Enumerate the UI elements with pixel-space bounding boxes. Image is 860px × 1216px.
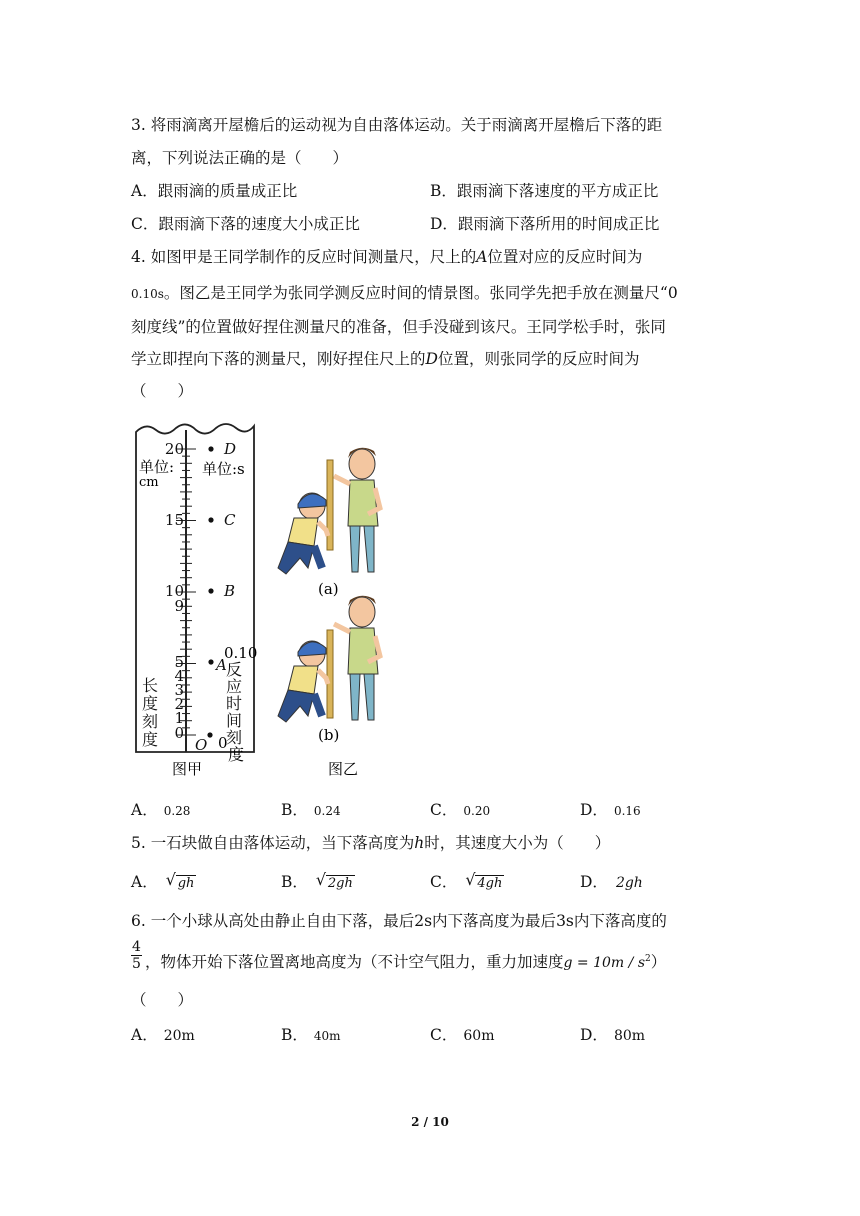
radicand: 2gh xyxy=(327,876,353,891)
q3-stem-line2: 离，下列说法正确的是（ ） xyxy=(131,149,349,167)
scene-a-illustration xyxy=(278,448,380,574)
q6-gravity-exponent: 2 xyxy=(645,954,651,964)
q6-stem-line1 xyxy=(131,911,667,931)
option-label: D． xyxy=(580,873,608,891)
point-0-dot xyxy=(207,732,212,737)
q4-text: 位置，则张同学的反应时间为 xyxy=(437,350,640,368)
unit-left-cm: cm xyxy=(139,475,159,490)
tick-label-15: 15 xyxy=(164,511,184,529)
q4-stem-line3: 刻度线”的位置做好捏住测量尺的准备，但手没碰到该尺。王同学松手时，张同 xyxy=(131,318,666,336)
tick-label-9: 9 xyxy=(174,597,184,615)
point-b-label: B xyxy=(224,582,236,600)
figure-caption-jia: 图甲 xyxy=(172,760,203,778)
option-value: 0.28 xyxy=(163,804,191,818)
length-label-char: 长 xyxy=(142,676,159,695)
sqrt-expression xyxy=(166,872,197,894)
q6-text: ，物体开始下落位置离地高度为（不计空气阻力，重力加速度 xyxy=(145,953,564,972)
q4-text: 4. 如图甲是王同学制作的反应时间测量尺，尺上的 xyxy=(131,248,477,266)
q4-stem-line1 xyxy=(131,247,642,267)
q3-option-d: D．跟雨滴下落所用的时间成正比 xyxy=(430,215,660,233)
q4-var-a: A xyxy=(476,248,488,266)
fraction-numerator: 4 xyxy=(132,939,141,955)
q5-option-b xyxy=(281,872,355,894)
q6-fraction xyxy=(131,939,142,972)
q5-option-a xyxy=(131,872,196,894)
point-a-label: A xyxy=(216,656,227,674)
point-a-dot xyxy=(208,659,213,664)
time-axis-label-char: 反 xyxy=(226,660,243,679)
time-axis-label-char: 度 xyxy=(228,745,245,764)
point-d-dot xyxy=(208,446,213,451)
q5-text: 时，其速度大小为（ ） xyxy=(424,834,611,852)
q5-option-d xyxy=(580,872,643,893)
option-label: C． xyxy=(430,801,458,819)
q4-stem-line2 xyxy=(131,283,678,304)
option-value: 20m xyxy=(163,1028,195,1044)
q6-text: 内下落高度的 xyxy=(573,912,667,930)
tick-label-20: 20 xyxy=(164,440,184,458)
option-value: 40m xyxy=(313,1029,341,1043)
q5-stem xyxy=(131,833,610,853)
option-label: A． xyxy=(131,1026,158,1044)
radicand: gh xyxy=(177,876,195,891)
q4-option-c xyxy=(430,800,490,821)
q3-option-c: C．跟雨滴下落的速度大小成正比 xyxy=(131,215,360,233)
q4-option-a xyxy=(131,800,190,821)
option-value: 0.24 xyxy=(313,804,341,818)
tick-label-5: 5 xyxy=(174,653,184,671)
option-label: D． xyxy=(580,1026,608,1044)
q3-stem-line1: 3. 将雨滴离开屋檐后的运动视为自由落体运动。关于雨滴离开屋檐后下落的距 xyxy=(131,116,663,134)
q6-option-a xyxy=(131,1025,195,1046)
length-label-char: 刻 xyxy=(142,712,159,731)
time-axis-label-char: 应 xyxy=(226,677,243,696)
q3-option-b: B．跟雨滴下落速度的平方成正比 xyxy=(430,182,659,200)
q4-var-d: D xyxy=(425,350,438,368)
point-d-label: D xyxy=(224,440,237,458)
option-label: B． xyxy=(281,873,308,891)
time-axis-label-char: 时 xyxy=(226,694,243,713)
q4-text: 学立即捏向下落的测量尺，刚好捏住尺上的 xyxy=(131,350,426,368)
tick-label-1: 1 xyxy=(174,709,184,727)
figure-caption-yi: 图乙 xyxy=(328,760,359,778)
point-c-label: C xyxy=(224,511,236,529)
point-o-label: O xyxy=(195,736,208,754)
time-axis-label-char: 间 xyxy=(226,711,243,730)
q4-option-b xyxy=(281,800,341,821)
tick-label-4: 4 xyxy=(174,667,184,685)
q5-text: 5. 一石块做自由落体运动，当下落高度为 xyxy=(131,834,415,852)
option-label: A． xyxy=(131,873,158,891)
time-label-010: 0.10 xyxy=(224,644,258,662)
q4-stem-line4 xyxy=(131,349,639,369)
radicand: 4gh xyxy=(477,876,503,891)
fraction-denominator: 5 xyxy=(132,956,141,972)
option-label: C． xyxy=(430,873,458,891)
q6-option-d xyxy=(580,1025,645,1046)
q4-stem-line5: （ ） xyxy=(131,382,194,400)
option-label: C． xyxy=(430,1026,458,1044)
option-label: B． xyxy=(281,1026,308,1044)
q4-text: 位置对应的反应时间为 xyxy=(487,248,643,266)
option-value: 0.20 xyxy=(463,804,491,818)
option-label: B． xyxy=(281,801,308,819)
q6-gravity-value: g = 10m / s xyxy=(563,955,645,972)
sqrt-expression xyxy=(316,872,355,894)
option-label: A． xyxy=(131,801,158,819)
tick-label-3: 3 xyxy=(174,681,184,699)
scene-b-illustration xyxy=(278,596,380,722)
reaction-ruler-figure xyxy=(128,418,668,798)
option-value: 60m xyxy=(463,1028,495,1044)
q3-option-a: A．跟雨滴的质量成正比 xyxy=(131,182,298,200)
page-number: 2 / 10 xyxy=(411,1115,449,1129)
unit-right-label: 单位:s xyxy=(202,460,245,478)
option-value: 0.16 xyxy=(613,804,641,818)
point-c-dot xyxy=(208,517,213,522)
tick-label-10: 10 xyxy=(164,582,184,600)
q6-option-c xyxy=(430,1025,494,1046)
option-value: 80m xyxy=(613,1028,646,1044)
length-label-char: 度 xyxy=(142,730,159,749)
tick-label-2: 2 xyxy=(174,695,184,713)
scene-b-label: (b) xyxy=(318,726,340,744)
q6-time-2s: 2s xyxy=(414,912,433,930)
q6-text: ） xyxy=(650,953,667,972)
q6-stem-line3: （ ） xyxy=(131,991,194,1009)
q6-option-b xyxy=(281,1025,341,1046)
length-label-char: 度 xyxy=(142,694,159,713)
tick-label-0: 0 xyxy=(174,724,184,742)
unit-left-label: 单位: xyxy=(139,458,175,476)
q6-stem-line2 xyxy=(145,949,666,973)
q5-var-h: h xyxy=(414,834,425,852)
q5-option-c xyxy=(430,872,504,894)
q4-time-value: 0.10s xyxy=(131,287,164,301)
scene-a-label: (a) xyxy=(318,580,339,598)
time-label-0: 0 xyxy=(218,734,228,752)
q6-text: 内下落高度为最后 xyxy=(432,912,557,930)
sqrt-expression xyxy=(465,872,504,894)
q4-option-d xyxy=(580,800,641,821)
option-value: 2gh xyxy=(615,875,643,891)
option-label: D． xyxy=(580,801,608,819)
time-axis-label-char: 刻 xyxy=(226,728,243,747)
q6-time-3s: 3s xyxy=(556,912,574,930)
q4-text: 。图乙是王同学为张同学测反应时间的情景图。张同学先把手放在测量尺“0 xyxy=(163,284,678,302)
q6-text: 6. 一个小球从高处由静止自由下落，最后 xyxy=(131,912,415,930)
point-b-dot xyxy=(208,588,213,593)
